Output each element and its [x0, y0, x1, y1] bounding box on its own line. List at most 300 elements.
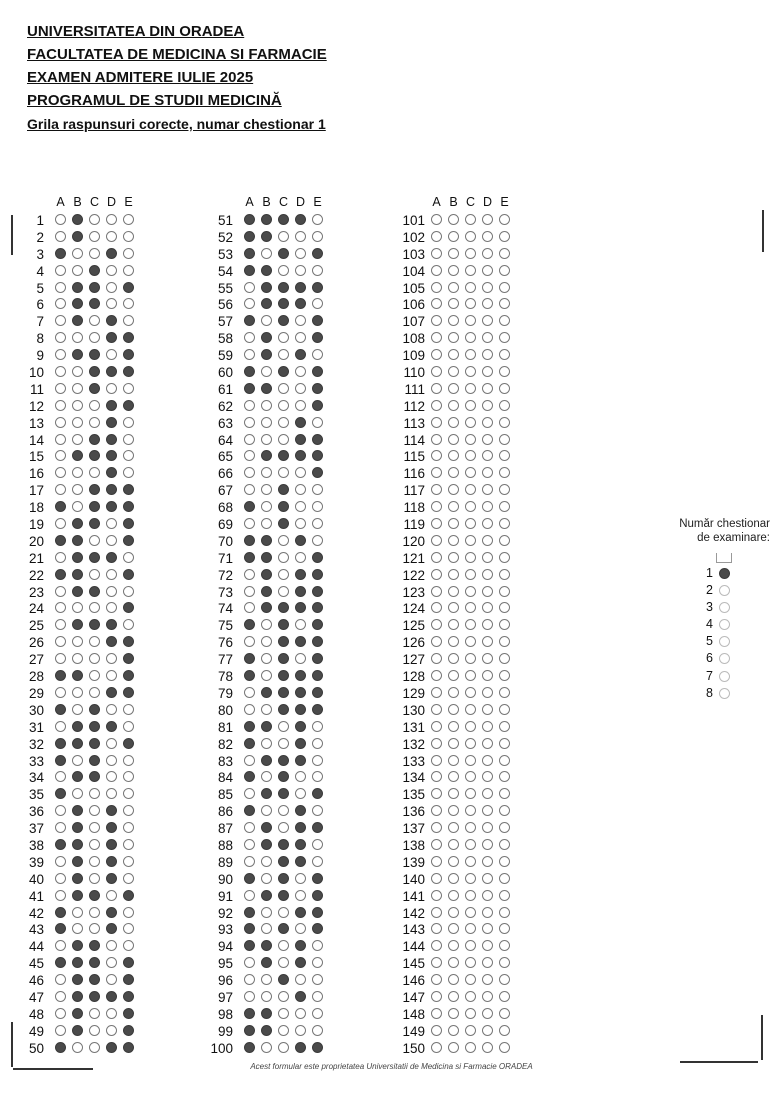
bubble-c-filled[interactable]	[278, 890, 289, 901]
bubble-e-empty[interactable]	[312, 957, 323, 968]
bubble-a-filled[interactable]	[244, 1025, 255, 1036]
bubble-b-filled[interactable]	[261, 349, 272, 360]
bubble-c-empty[interactable]	[89, 856, 100, 867]
bubble-e-empty[interactable]	[499, 923, 510, 934]
bubble-d-filled[interactable]	[295, 991, 306, 1002]
bubble-d-filled[interactable]	[106, 501, 117, 512]
bubble-b-empty[interactable]	[448, 400, 459, 411]
bubble-a-filled[interactable]	[244, 1042, 255, 1053]
bubble-a-empty[interactable]	[431, 265, 442, 276]
bubble-b-empty[interactable]	[448, 569, 459, 580]
bubble-a-empty[interactable]	[431, 974, 442, 985]
bubble-c-filled[interactable]	[89, 484, 100, 495]
bubble-b-empty[interactable]	[261, 417, 272, 428]
bubble-e-empty[interactable]	[499, 1042, 510, 1053]
bubble-d-empty[interactable]	[295, 771, 306, 782]
bubble-a-empty[interactable]	[431, 771, 442, 782]
bubble-b-filled[interactable]	[72, 586, 83, 597]
bubble-c-empty[interactable]	[465, 873, 476, 884]
bubble-b-filled[interactable]	[72, 940, 83, 951]
bubble-c-empty[interactable]	[465, 839, 476, 850]
bubble-e-filled[interactable]	[123, 535, 134, 546]
bubble-b-filled[interactable]	[72, 670, 83, 681]
bubble-e-empty[interactable]	[123, 231, 134, 242]
bubble-a-empty[interactable]	[431, 535, 442, 546]
bubble-d-filled[interactable]	[295, 298, 306, 309]
bubble-b-filled[interactable]	[72, 214, 83, 225]
bubble-c-empty[interactable]	[278, 552, 289, 563]
bubble-b-filled[interactable]	[261, 214, 272, 225]
bubble-e-empty[interactable]	[312, 349, 323, 360]
bubble-e-empty[interactable]	[499, 856, 510, 867]
bubble-b-empty[interactable]	[448, 721, 459, 732]
bubble-b-empty[interactable]	[448, 890, 459, 901]
bubble-c-filled[interactable]	[278, 856, 289, 867]
bubble-b-empty[interactable]	[448, 940, 459, 951]
bubble-c-empty[interactable]	[465, 552, 476, 563]
bubble-a-empty[interactable]	[244, 332, 255, 343]
bubble-e-empty[interactable]	[499, 450, 510, 461]
bubble-d-empty[interactable]	[295, 332, 306, 343]
bubble-d-filled[interactable]	[106, 450, 117, 461]
bubble-a-empty[interactable]	[431, 586, 442, 597]
questionnaire-bubble-empty[interactable]	[719, 585, 730, 596]
bubble-b-empty[interactable]	[261, 467, 272, 478]
bubble-b-empty[interactable]	[448, 687, 459, 698]
bubble-e-filled[interactable]	[312, 434, 323, 445]
bubble-a-empty[interactable]	[431, 214, 442, 225]
bubble-c-empty[interactable]	[89, 805, 100, 816]
bubble-e-empty[interactable]	[499, 231, 510, 242]
bubble-e-empty[interactable]	[312, 298, 323, 309]
bubble-a-empty[interactable]	[431, 383, 442, 394]
bubble-a-empty[interactable]	[244, 856, 255, 867]
bubble-d-empty[interactable]	[295, 501, 306, 512]
bubble-d-empty[interactable]	[106, 670, 117, 681]
bubble-b-empty[interactable]	[448, 1025, 459, 1036]
bubble-d-empty[interactable]	[482, 721, 493, 732]
bubble-c-filled[interactable]	[89, 450, 100, 461]
bubble-d-filled[interactable]	[106, 873, 117, 884]
bubble-b-filled[interactable]	[261, 569, 272, 580]
bubble-d-empty[interactable]	[295, 619, 306, 630]
bubble-c-empty[interactable]	[465, 755, 476, 766]
bubble-b-empty[interactable]	[448, 839, 459, 850]
bubble-d-filled[interactable]	[106, 552, 117, 563]
bubble-a-empty[interactable]	[431, 417, 442, 428]
bubble-d-empty[interactable]	[482, 298, 493, 309]
bubble-c-empty[interactable]	[465, 771, 476, 782]
bubble-b-empty[interactable]	[261, 400, 272, 411]
bubble-b-filled[interactable]	[261, 822, 272, 833]
bubble-b-empty[interactable]	[72, 501, 83, 512]
bubble-e-filled[interactable]	[123, 1008, 134, 1019]
bubble-c-filled[interactable]	[278, 670, 289, 681]
bubble-d-filled[interactable]	[295, 822, 306, 833]
bubble-a-empty[interactable]	[55, 552, 66, 563]
bubble-d-filled[interactable]	[106, 467, 117, 478]
bubble-c-filled[interactable]	[89, 552, 100, 563]
bubble-c-filled[interactable]	[278, 602, 289, 613]
bubble-e-filled[interactable]	[312, 788, 323, 799]
bubble-b-empty[interactable]	[448, 755, 459, 766]
bubble-c-filled[interactable]	[278, 653, 289, 664]
bubble-d-filled[interactable]	[106, 687, 117, 698]
bubble-a-empty[interactable]	[431, 805, 442, 816]
bubble-b-empty[interactable]	[448, 991, 459, 1002]
bubble-a-empty[interactable]	[55, 332, 66, 343]
bubble-a-empty[interactable]	[431, 856, 442, 867]
bubble-b-empty[interactable]	[448, 214, 459, 225]
bubble-a-empty[interactable]	[55, 873, 66, 884]
bubble-d-empty[interactable]	[482, 974, 493, 985]
bubble-d-empty[interactable]	[482, 400, 493, 411]
bubble-a-empty[interactable]	[244, 991, 255, 1002]
bubble-c-empty[interactable]	[89, 417, 100, 428]
bubble-d-empty[interactable]	[106, 298, 117, 309]
bubble-c-filled[interactable]	[278, 839, 289, 850]
bubble-d-empty[interactable]	[482, 315, 493, 326]
bubble-c-empty[interactable]	[278, 721, 289, 732]
bubble-b-filled[interactable]	[261, 788, 272, 799]
bubble-d-empty[interactable]	[295, 265, 306, 276]
bubble-a-empty[interactable]	[431, 602, 442, 613]
bubble-a-empty[interactable]	[244, 704, 255, 715]
bubble-a-empty[interactable]	[431, 670, 442, 681]
bubble-a-empty[interactable]	[431, 518, 442, 529]
bubble-b-empty[interactable]	[448, 265, 459, 276]
bubble-c-empty[interactable]	[465, 957, 476, 968]
bubble-c-empty[interactable]	[465, 400, 476, 411]
bubble-e-empty[interactable]	[312, 755, 323, 766]
bubble-e-filled[interactable]	[123, 636, 134, 647]
bubble-a-empty[interactable]	[431, 298, 442, 309]
bubble-a-empty[interactable]	[431, 619, 442, 630]
bubble-d-filled[interactable]	[106, 366, 117, 377]
bubble-d-filled[interactable]	[106, 856, 117, 867]
bubble-e-empty[interactable]	[499, 636, 510, 647]
bubble-e-empty[interactable]	[499, 653, 510, 664]
bubble-e-empty[interactable]	[499, 738, 510, 749]
bubble-e-filled[interactable]	[123, 501, 134, 512]
bubble-e-filled[interactable]	[312, 383, 323, 394]
bubble-b-filled[interactable]	[72, 349, 83, 360]
bubble-c-filled[interactable]	[278, 923, 289, 934]
bubble-c-empty[interactable]	[278, 332, 289, 343]
bubble-b-empty[interactable]	[448, 315, 459, 326]
bubble-b-empty[interactable]	[448, 771, 459, 782]
bubble-b-empty[interactable]	[72, 434, 83, 445]
bubble-b-empty[interactable]	[448, 383, 459, 394]
bubble-a-empty[interactable]	[431, 450, 442, 461]
bubble-b-empty[interactable]	[72, 1042, 83, 1053]
bubble-c-empty[interactable]	[89, 231, 100, 242]
bubble-c-empty[interactable]	[465, 890, 476, 901]
bubble-a-empty[interactable]	[55, 434, 66, 445]
bubble-e-filled[interactable]	[123, 484, 134, 495]
bubble-a-empty[interactable]	[431, 248, 442, 259]
bubble-d-empty[interactable]	[295, 248, 306, 259]
bubble-c-empty[interactable]	[465, 467, 476, 478]
bubble-a-empty[interactable]	[244, 298, 255, 309]
bubble-d-filled[interactable]	[295, 535, 306, 546]
bubble-e-empty[interactable]	[499, 586, 510, 597]
bubble-a-empty[interactable]	[55, 856, 66, 867]
bubble-d-empty[interactable]	[106, 771, 117, 782]
bubble-a-empty[interactable]	[431, 940, 442, 951]
bubble-d-empty[interactable]	[106, 349, 117, 360]
bubble-b-empty[interactable]	[261, 873, 272, 884]
bubble-a-empty[interactable]	[244, 467, 255, 478]
bubble-b-empty[interactable]	[261, 653, 272, 664]
bubble-c-empty[interactable]	[89, 839, 100, 850]
bubble-c-empty[interactable]	[89, 788, 100, 799]
bubble-c-filled[interactable]	[89, 518, 100, 529]
bubble-c-empty[interactable]	[89, 315, 100, 326]
bubble-d-filled[interactable]	[295, 214, 306, 225]
bubble-a-empty[interactable]	[55, 771, 66, 782]
bubble-d-empty[interactable]	[106, 788, 117, 799]
bubble-d-empty[interactable]	[295, 315, 306, 326]
bubble-d-empty[interactable]	[106, 974, 117, 985]
bubble-d-empty[interactable]	[482, 467, 493, 478]
bubble-e-empty[interactable]	[499, 687, 510, 698]
bubble-e-empty[interactable]	[499, 552, 510, 563]
bubble-b-empty[interactable]	[448, 957, 459, 968]
bubble-c-filled[interactable]	[89, 366, 100, 377]
bubble-e-filled[interactable]	[312, 282, 323, 293]
questionnaire-bubble-empty[interactable]	[719, 619, 730, 630]
bubble-a-empty[interactable]	[55, 636, 66, 647]
bubble-b-filled[interactable]	[261, 265, 272, 276]
bubble-d-empty[interactable]	[482, 940, 493, 951]
bubble-b-empty[interactable]	[448, 535, 459, 546]
bubble-a-filled[interactable]	[244, 771, 255, 782]
bubble-a-filled[interactable]	[55, 704, 66, 715]
bubble-d-empty[interactable]	[106, 755, 117, 766]
bubble-a-filled[interactable]	[244, 873, 255, 884]
bubble-c-empty[interactable]	[465, 805, 476, 816]
bubble-c-filled[interactable]	[278, 788, 289, 799]
bubble-b-empty[interactable]	[448, 856, 459, 867]
bubble-b-filled[interactable]	[261, 890, 272, 901]
bubble-d-empty[interactable]	[482, 569, 493, 580]
bubble-c-empty[interactable]	[278, 417, 289, 428]
bubble-a-empty[interactable]	[55, 315, 66, 326]
bubble-a-filled[interactable]	[55, 957, 66, 968]
bubble-e-empty[interactable]	[123, 265, 134, 276]
bubble-d-empty[interactable]	[295, 1008, 306, 1019]
bubble-e-empty[interactable]	[499, 670, 510, 681]
bubble-d-empty[interactable]	[482, 687, 493, 698]
bubble-a-empty[interactable]	[244, 755, 255, 766]
bubble-d-empty[interactable]	[482, 1025, 493, 1036]
bubble-e-empty[interactable]	[123, 839, 134, 850]
bubble-b-filled[interactable]	[72, 873, 83, 884]
bubble-a-empty[interactable]	[431, 822, 442, 833]
bubble-d-empty[interactable]	[482, 417, 493, 428]
bubble-c-empty[interactable]	[278, 822, 289, 833]
bubble-e-empty[interactable]	[312, 501, 323, 512]
bubble-b-empty[interactable]	[261, 974, 272, 985]
bubble-d-filled[interactable]	[106, 822, 117, 833]
bubble-a-empty[interactable]	[431, 1025, 442, 1036]
bubble-c-empty[interactable]	[278, 1025, 289, 1036]
bubble-c-empty[interactable]	[465, 788, 476, 799]
bubble-e-empty[interactable]	[123, 552, 134, 563]
bubble-b-empty[interactable]	[261, 856, 272, 867]
bubble-e-filled[interactable]	[312, 569, 323, 580]
bubble-d-empty[interactable]	[482, 366, 493, 377]
bubble-d-empty[interactable]	[482, 822, 493, 833]
bubble-e-empty[interactable]	[123, 619, 134, 630]
bubble-c-empty[interactable]	[465, 1025, 476, 1036]
bubble-e-empty[interactable]	[499, 1025, 510, 1036]
bubble-c-empty[interactable]	[278, 535, 289, 546]
bubble-a-empty[interactable]	[55, 298, 66, 309]
bubble-a-empty[interactable]	[244, 450, 255, 461]
bubble-e-empty[interactable]	[312, 518, 323, 529]
bubble-e-empty[interactable]	[499, 484, 510, 495]
bubble-b-empty[interactable]	[448, 484, 459, 495]
bubble-c-empty[interactable]	[278, 400, 289, 411]
bubble-d-filled[interactable]	[295, 670, 306, 681]
bubble-c-empty[interactable]	[278, 991, 289, 1002]
bubble-e-empty[interactable]	[123, 805, 134, 816]
bubble-e-filled[interactable]	[312, 687, 323, 698]
bubble-b-empty[interactable]	[448, 653, 459, 664]
bubble-d-filled[interactable]	[106, 923, 117, 934]
bubble-e-filled[interactable]	[123, 991, 134, 1002]
bubble-b-filled[interactable]	[261, 552, 272, 563]
bubble-a-empty[interactable]	[244, 788, 255, 799]
bubble-e-filled[interactable]	[312, 653, 323, 664]
bubble-b-filled[interactable]	[72, 1008, 83, 1019]
bubble-c-empty[interactable]	[465, 484, 476, 495]
bubble-d-empty[interactable]	[106, 282, 117, 293]
bubble-d-empty[interactable]	[482, 636, 493, 647]
bubble-a-filled[interactable]	[55, 755, 66, 766]
bubble-a-empty[interactable]	[244, 839, 255, 850]
bubble-e-filled[interactable]	[312, 450, 323, 461]
bubble-e-filled[interactable]	[123, 282, 134, 293]
bubble-b-empty[interactable]	[448, 619, 459, 630]
bubble-e-filled[interactable]	[312, 636, 323, 647]
bubble-e-filled[interactable]	[123, 974, 134, 985]
bubble-d-empty[interactable]	[106, 653, 117, 664]
bubble-c-filled[interactable]	[278, 518, 289, 529]
bubble-b-filled[interactable]	[261, 298, 272, 309]
bubble-d-filled[interactable]	[295, 1042, 306, 1053]
bubble-a-empty[interactable]	[431, 890, 442, 901]
bubble-b-empty[interactable]	[72, 755, 83, 766]
bubble-b-empty[interactable]	[72, 788, 83, 799]
bubble-d-empty[interactable]	[482, 501, 493, 512]
bubble-a-empty[interactable]	[431, 923, 442, 934]
bubble-d-empty[interactable]	[482, 602, 493, 613]
bubble-a-empty[interactable]	[244, 586, 255, 597]
bubble-c-filled[interactable]	[278, 873, 289, 884]
bubble-b-empty[interactable]	[261, 619, 272, 630]
bubble-b-empty[interactable]	[448, 248, 459, 259]
bubble-d-empty[interactable]	[106, 704, 117, 715]
bubble-c-empty[interactable]	[465, 518, 476, 529]
bubble-d-empty[interactable]	[482, 839, 493, 850]
bubble-e-empty[interactable]	[499, 366, 510, 377]
bubble-b-empty[interactable]	[261, 248, 272, 259]
bubble-d-empty[interactable]	[295, 467, 306, 478]
bubble-a-empty[interactable]	[431, 704, 442, 715]
bubble-d-empty[interactable]	[482, 755, 493, 766]
bubble-b-filled[interactable]	[261, 687, 272, 698]
bubble-a-empty[interactable]	[55, 383, 66, 394]
bubble-d-empty[interactable]	[106, 738, 117, 749]
bubble-e-empty[interactable]	[123, 788, 134, 799]
bubble-c-empty[interactable]	[89, 535, 100, 546]
bubble-a-empty[interactable]	[55, 974, 66, 985]
bubble-b-empty[interactable]	[448, 298, 459, 309]
bubble-a-empty[interactable]	[55, 721, 66, 732]
bubble-c-empty[interactable]	[278, 349, 289, 360]
bubble-e-empty[interactable]	[499, 839, 510, 850]
bubble-e-empty[interactable]	[499, 535, 510, 546]
bubble-c-empty[interactable]	[465, 383, 476, 394]
bubble-c-empty[interactable]	[465, 535, 476, 546]
bubble-e-empty[interactable]	[123, 755, 134, 766]
bubble-b-empty[interactable]	[72, 923, 83, 934]
bubble-a-empty[interactable]	[431, 738, 442, 749]
bubble-a-empty[interactable]	[55, 687, 66, 698]
bubble-b-empty[interactable]	[261, 434, 272, 445]
bubble-a-empty[interactable]	[55, 214, 66, 225]
bubble-b-empty[interactable]	[261, 518, 272, 529]
bubble-e-empty[interactable]	[312, 738, 323, 749]
bubble-d-empty[interactable]	[295, 383, 306, 394]
bubble-a-empty[interactable]	[431, 484, 442, 495]
bubble-c-filled[interactable]	[278, 771, 289, 782]
bubble-c-empty[interactable]	[89, 248, 100, 259]
bubble-b-empty[interactable]	[72, 687, 83, 698]
bubble-c-filled[interactable]	[89, 974, 100, 985]
bubble-b-empty[interactable]	[448, 450, 459, 461]
bubble-e-empty[interactable]	[499, 501, 510, 512]
bubble-e-empty[interactable]	[499, 822, 510, 833]
bubble-d-empty[interactable]	[295, 366, 306, 377]
bubble-c-empty[interactable]	[465, 434, 476, 445]
bubble-c-empty[interactable]	[89, 467, 100, 478]
bubble-d-empty[interactable]	[482, 670, 493, 681]
bubble-d-empty[interactable]	[482, 231, 493, 242]
bubble-e-filled[interactable]	[312, 704, 323, 715]
bubble-a-filled[interactable]	[55, 501, 66, 512]
bubble-c-empty[interactable]	[465, 687, 476, 698]
bubble-a-filled[interactable]	[55, 839, 66, 850]
bubble-b-filled[interactable]	[72, 957, 83, 968]
bubble-e-empty[interactable]	[123, 298, 134, 309]
bubble-d-filled[interactable]	[106, 907, 117, 918]
bubble-e-empty[interactable]	[499, 569, 510, 580]
bubble-d-filled[interactable]	[295, 856, 306, 867]
bubble-c-empty[interactable]	[465, 586, 476, 597]
bubble-b-empty[interactable]	[448, 738, 459, 749]
bubble-c-empty[interactable]	[89, 602, 100, 613]
bubble-c-empty[interactable]	[465, 602, 476, 613]
questionnaire-bubble-empty[interactable]	[719, 602, 730, 613]
bubble-e-empty[interactable]	[312, 417, 323, 428]
bubble-c-empty[interactable]	[278, 1008, 289, 1019]
bubble-c-empty[interactable]	[89, 653, 100, 664]
bubble-e-empty[interactable]	[312, 484, 323, 495]
